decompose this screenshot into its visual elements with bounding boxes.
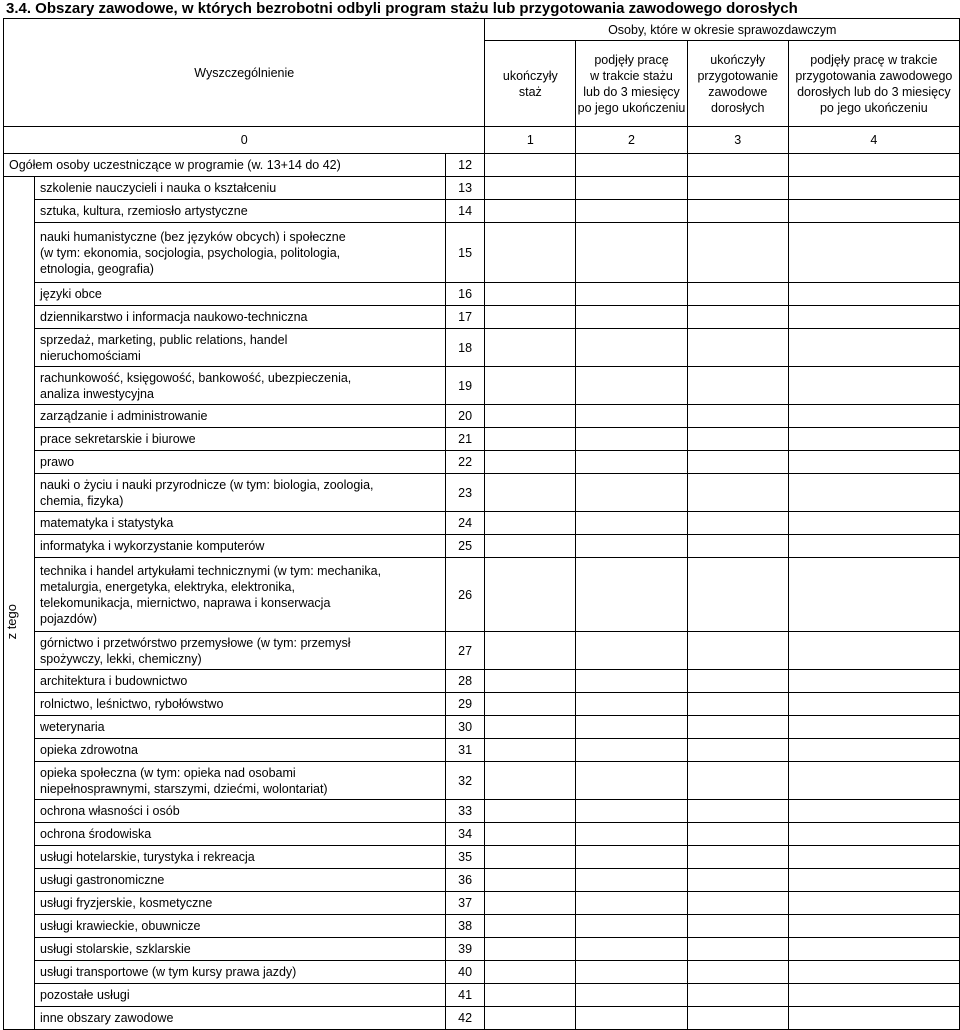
row-label-line: usługi hotelarskie, turystyka i rekreacja [40, 850, 255, 864]
row-label-line: weterynaria [40, 720, 105, 734]
total-label: Ogółem osoby uczestniczące w programie (w. 13+14 do 42) [4, 154, 446, 177]
total-cell-3 [687, 154, 788, 177]
row-label-line: metalurgia, energetyka, elektryka, elektronika, [40, 579, 295, 594]
data-cell-col-3 [687, 869, 788, 892]
row-label [35, 367, 446, 405]
data-cell-col-3 [687, 200, 788, 223]
data-cell-col-2 [576, 474, 688, 512]
data-cell-col-4 [788, 961, 959, 984]
table-row [4, 938, 960, 961]
data-cell-col-3 [687, 693, 788, 716]
header-col-2 [576, 41, 688, 127]
data-cell-col-3 [687, 451, 788, 474]
table-row [4, 739, 960, 762]
data-cell-col-2 [576, 512, 688, 535]
data-cell-col-4 [788, 329, 959, 367]
row-label-line: etnologia, geografia) [40, 261, 154, 276]
data-cell-col-1 [485, 535, 576, 558]
table-row [4, 846, 960, 869]
row-number: 14 [445, 200, 485, 223]
data-cell-col-3 [687, 632, 788, 670]
data-cell-col-3 [687, 823, 788, 846]
data-cell-col-3 [687, 716, 788, 739]
row-label [35, 632, 446, 670]
header-line: po jego ukończeniu [819, 100, 928, 115]
data-cell-col-2 [576, 693, 688, 716]
row-label [35, 869, 446, 892]
row-label-line: rachunkowość, księgowość, bankowość, ubezpieczenia, [40, 370, 352, 385]
row-label [35, 984, 446, 1007]
data-cell-col-1 [485, 938, 576, 961]
row-label-line: pojazdów) [40, 611, 97, 626]
data-cell-col-1 [485, 512, 576, 535]
row-label-line: pozostałe usługi [40, 988, 130, 1002]
table-row [4, 762, 960, 800]
row-label [35, 512, 446, 535]
data-cell-col-3 [687, 329, 788, 367]
row-number: 31 [445, 739, 485, 762]
data-cell-col-4 [788, 762, 959, 800]
table-row [4, 1007, 960, 1030]
row-label [35, 846, 446, 869]
data-cell-col-3 [687, 428, 788, 451]
data-cell-col-4 [788, 451, 959, 474]
data-cell-col-1 [485, 670, 576, 693]
table-row [4, 306, 960, 329]
row-number: 33 [445, 800, 485, 823]
data-cell-col-2 [576, 632, 688, 670]
row-number: 26 [445, 558, 485, 632]
header-line: w trakcie stażu [590, 68, 673, 83]
data-cell-col-1 [485, 823, 576, 846]
header-line: dorosłych lub do 3 miesięcy [797, 84, 951, 99]
row-label [35, 1007, 446, 1030]
table-row [4, 329, 960, 367]
data-cell-col-2 [576, 223, 688, 283]
table-row [4, 405, 960, 428]
row-label-line: dziennikarstwo i informacja naukowo-techniczna [40, 310, 308, 324]
data-cell-col-1 [485, 1007, 576, 1030]
row-number: 19 [445, 367, 485, 405]
data-cell-col-4 [788, 984, 959, 1007]
row-number: 30 [445, 716, 485, 739]
row-number: 15 [445, 223, 485, 283]
data-cell-col-4 [788, 558, 959, 632]
total-cell-1 [485, 154, 576, 177]
data-cell-col-4 [788, 428, 959, 451]
data-cell-col-3 [687, 283, 788, 306]
row-number: 40 [445, 961, 485, 984]
data-cell-col-4 [788, 177, 959, 200]
data-cell-col-1 [485, 762, 576, 800]
data-cell-col-4 [788, 869, 959, 892]
data-cell-col-2 [576, 823, 688, 846]
row-number: 13 [445, 177, 485, 200]
table-row [4, 961, 960, 984]
table-row [4, 693, 960, 716]
row-label-line: nauki o życiu i nauki przyrodnicze (w tym: biologia, zoologia, [40, 477, 374, 492]
row-label-line: zarządzanie i administrowanie [40, 409, 208, 423]
data-cell-col-2 [576, 762, 688, 800]
data-cell-col-1 [485, 200, 576, 223]
row-label-line: górnictwo i przetwórstwo przemysłowe (w tym: przemysł [40, 635, 351, 650]
row-label [35, 670, 446, 693]
header-line: zawodowe [708, 84, 768, 99]
data-cell-col-4 [788, 405, 959, 428]
side-label-cell [4, 177, 35, 1030]
data-cell-col-4 [788, 846, 959, 869]
row-label [35, 961, 446, 984]
row-label-line: ochrona własności i osób [40, 804, 180, 818]
data-cell-col-1 [485, 632, 576, 670]
row-label [35, 451, 446, 474]
row-label-line: architektura i budownictwo [40, 674, 188, 688]
data-cell-col-2 [576, 428, 688, 451]
data-cell-col-3 [687, 474, 788, 512]
row-number: 34 [445, 823, 485, 846]
row-label [35, 558, 446, 632]
row-label [35, 800, 446, 823]
row-label-line: usługi transportowe (w tym kursy prawa jazdy) [40, 965, 297, 979]
row-number: 16 [445, 283, 485, 306]
row-label [35, 693, 446, 716]
data-cell-col-4 [788, 535, 959, 558]
header-line: ukończyły [502, 68, 558, 83]
header-specification: Wyszczególnienie [4, 19, 485, 127]
column-number-0: 0 [4, 127, 485, 154]
row-label-line: prace sekretarskie i biurowe [40, 432, 196, 446]
data-cell-col-2 [576, 915, 688, 938]
data-cell-col-4 [788, 200, 959, 223]
table-row [4, 428, 960, 451]
row-number: 21 [445, 428, 485, 451]
header-line: ukończyły [710, 52, 766, 67]
table-row [4, 915, 960, 938]
row-label-line: prawo [40, 455, 75, 469]
row-number: 25 [445, 535, 485, 558]
row-label-line: technika i handel artykułami technicznymi (w tym: mechanika, [40, 563, 382, 578]
row-number: 27 [445, 632, 485, 670]
row-label-line: usługi krawieckie, obuwnicze [40, 919, 201, 933]
table-row [4, 451, 960, 474]
data-cell-col-3 [687, 670, 788, 693]
data-cell-col-2 [576, 451, 688, 474]
row-number: 18 [445, 329, 485, 367]
row-label-line: spożywczy, lekki, chemiczny) [40, 651, 202, 666]
data-cell-col-4 [788, 823, 959, 846]
row-number: 36 [445, 869, 485, 892]
data-cell-col-1 [485, 405, 576, 428]
row-label-line: języki obce [40, 287, 102, 301]
data-cell-col-4 [788, 716, 959, 739]
data-cell-col-3 [687, 177, 788, 200]
data-cell-col-1 [485, 869, 576, 892]
row-number: 39 [445, 938, 485, 961]
data-cell-col-4 [788, 632, 959, 670]
total-cell-4 [788, 154, 959, 177]
data-cell-col-2 [576, 367, 688, 405]
table-row [4, 283, 960, 306]
row-label [35, 223, 446, 283]
data-cell-col-3 [687, 915, 788, 938]
data-cell-col-1 [485, 716, 576, 739]
data-cell-col-2 [576, 984, 688, 1007]
row-label-line: opieka społeczna (w tym: opieka nad osobami [40, 765, 296, 780]
column-number-3: 3 [687, 127, 788, 154]
data-cell-col-3 [687, 512, 788, 535]
data-cell-col-1 [485, 474, 576, 512]
data-cell-col-2 [576, 283, 688, 306]
table-row [4, 535, 960, 558]
total-row-number: 12 [445, 154, 485, 177]
row-label-line: matematyka i statystyka [40, 516, 174, 530]
row-label [35, 474, 446, 512]
row-label [35, 177, 446, 200]
row-label-line: sztuka, kultura, rzemiosło artystyczne [40, 204, 248, 218]
data-cell-col-4 [788, 915, 959, 938]
row-label [35, 535, 446, 558]
data-cell-col-2 [576, 938, 688, 961]
data-cell-col-2 [576, 1007, 688, 1030]
data-cell-col-4 [788, 693, 959, 716]
data-cell-col-1 [485, 306, 576, 329]
data-cell-col-2 [576, 869, 688, 892]
table-row [4, 716, 960, 739]
header-col-4 [788, 41, 959, 127]
row-label-line: telekomunikacja, miernictwo, naprawa i konserwacja [40, 595, 331, 610]
data-cell-col-4 [788, 223, 959, 283]
table-row [4, 223, 960, 283]
table-row [4, 984, 960, 1007]
data-cell-col-4 [788, 670, 959, 693]
header-line: podjęły pracę [594, 52, 669, 67]
data-cell-col-2 [576, 716, 688, 739]
total-row [4, 154, 960, 177]
header-line: po jego ukończeniu [577, 100, 686, 115]
row-label-line: (w tym: ekonomia, socjologia, psychologia, politologia, [40, 245, 341, 260]
header-line: lub do 3 miesięcy [583, 84, 680, 99]
data-cell-col-1 [485, 223, 576, 283]
table-row [4, 474, 960, 512]
table-row [4, 892, 960, 915]
data-cell-col-3 [687, 739, 788, 762]
data-cell-col-3 [687, 306, 788, 329]
row-label [35, 938, 446, 961]
row-number: 41 [445, 984, 485, 1007]
row-label [35, 283, 446, 306]
table-row [4, 177, 960, 200]
header-line: dorosłych [711, 100, 765, 115]
data-cell-col-4 [788, 474, 959, 512]
data-cell-col-4 [788, 367, 959, 405]
data-cell-col-2 [576, 670, 688, 693]
table-row [4, 869, 960, 892]
total-cell-2 [576, 154, 688, 177]
row-label [35, 405, 446, 428]
row-number: 20 [445, 405, 485, 428]
data-cell-col-4 [788, 800, 959, 823]
table-row [4, 558, 960, 632]
data-cell-col-2 [576, 329, 688, 367]
data-cell-col-4 [788, 283, 959, 306]
data-cell-col-1 [485, 892, 576, 915]
data-cell-col-2 [576, 177, 688, 200]
data-cell-col-3 [687, 984, 788, 1007]
table-row [4, 800, 960, 823]
data-cell-col-1 [485, 283, 576, 306]
data-cell-col-3 [687, 1007, 788, 1030]
data-cell-col-3 [687, 892, 788, 915]
row-label-line: analiza inwestycyjna [40, 386, 154, 401]
data-cell-col-3 [687, 800, 788, 823]
table-row [4, 670, 960, 693]
data-table [3, 18, 960, 1030]
row-label-line: usługi fryzjerskie, kosmetyczne [40, 896, 213, 910]
row-label-line: sprzedaż, marketing, public relations, handel [40, 332, 288, 347]
data-cell-col-2 [576, 961, 688, 984]
row-label-line: chemia, fizyka) [40, 493, 124, 508]
row-label [35, 428, 446, 451]
row-label-line: usługi stolarskie, szklarskie [40, 942, 191, 956]
row-label-line: inne obszary zawodowe [40, 1011, 174, 1025]
row-number: 38 [445, 915, 485, 938]
data-cell-col-3 [687, 558, 788, 632]
data-cell-col-4 [788, 1007, 959, 1030]
data-cell-col-4 [788, 306, 959, 329]
row-label [35, 739, 446, 762]
row-label [35, 823, 446, 846]
data-cell-col-2 [576, 306, 688, 329]
header-line: przygotowanie [697, 68, 779, 83]
data-cell-col-2 [576, 892, 688, 915]
data-cell-col-4 [788, 739, 959, 762]
header-line: staż [518, 84, 542, 99]
header-col-3 [687, 41, 788, 127]
row-label-line: niepełnosprawnymi, starszymi, dziećmi, wolontariat) [40, 781, 328, 796]
data-cell-col-1 [485, 961, 576, 984]
data-cell-col-3 [687, 762, 788, 800]
row-label-line: rolnictwo, leśnictwo, rybołówstwo [40, 697, 224, 711]
data-cell-col-4 [788, 938, 959, 961]
data-cell-col-1 [485, 846, 576, 869]
table-row [4, 367, 960, 405]
data-cell-col-1 [485, 739, 576, 762]
data-cell-col-1 [485, 800, 576, 823]
data-cell-col-2 [576, 739, 688, 762]
table-row [4, 632, 960, 670]
row-label-line: informatyka i wykorzystanie komputerów [40, 539, 265, 553]
data-cell-col-4 [788, 892, 959, 915]
data-cell-col-3 [687, 535, 788, 558]
row-number: 35 [445, 846, 485, 869]
row-number: 29 [445, 693, 485, 716]
report-title: 3.4. Obszary zawodowe, w których bezrobotni odbyli program stażu lub przygotowania zawodowego dorosłych [6, 0, 798, 17]
row-label [35, 892, 446, 915]
data-cell-col-1 [485, 177, 576, 200]
row-number: 24 [445, 512, 485, 535]
data-cell-col-2 [576, 846, 688, 869]
data-cell-col-1 [485, 693, 576, 716]
row-number: 23 [445, 474, 485, 512]
side-label: z tego [4, 603, 19, 639]
table-row [4, 512, 960, 535]
data-cell-col-1 [485, 329, 576, 367]
data-cell-col-2 [576, 800, 688, 823]
row-label [35, 762, 446, 800]
data-cell-col-3 [687, 367, 788, 405]
data-cell-col-1 [485, 451, 576, 474]
row-label-line: nieruchomościami [40, 348, 141, 363]
table-row [4, 200, 960, 223]
header-line: podjęły pracę w trakcie [810, 52, 938, 67]
data-cell-col-1 [485, 984, 576, 1007]
data-cell-col-2 [576, 200, 688, 223]
header-group: Osoby, które w okresie sprawozdawczym [485, 19, 960, 41]
data-cell-col-3 [687, 405, 788, 428]
row-label-line: usługi gastronomiczne [40, 873, 165, 887]
data-cell-col-1 [485, 428, 576, 451]
data-cell-col-1 [485, 915, 576, 938]
data-cell-col-3 [687, 223, 788, 283]
row-label-line: ochrona środowiska [40, 827, 152, 841]
data-cell-col-1 [485, 367, 576, 405]
row-label [35, 329, 446, 367]
row-label-line: nauki humanistyczne (bez języków obcych) i społeczne [40, 229, 346, 244]
data-cell-col-3 [687, 846, 788, 869]
header-line: przygotowania zawodowego [795, 68, 953, 83]
row-number: 22 [445, 451, 485, 474]
row-label [35, 306, 446, 329]
row-label-line: szkolenie nauczycieli i nauka o kształceniu [40, 181, 277, 195]
data-cell-col-2 [576, 558, 688, 632]
column-number-1: 1 [485, 127, 576, 154]
row-label-line: opieka zdrowotna [40, 743, 138, 757]
column-number-4: 4 [788, 127, 959, 154]
row-number: 32 [445, 762, 485, 800]
data-cell-col-1 [485, 558, 576, 632]
table-row [4, 823, 960, 846]
row-number: 37 [445, 892, 485, 915]
data-cell-col-4 [788, 512, 959, 535]
row-label [35, 716, 446, 739]
data-cell-col-2 [576, 535, 688, 558]
row-label [35, 915, 446, 938]
data-cell-col-3 [687, 961, 788, 984]
header-col-1 [485, 41, 576, 127]
data-cell-col-2 [576, 405, 688, 428]
row-label [35, 200, 446, 223]
data-cell-col-3 [687, 938, 788, 961]
row-number: 17 [445, 306, 485, 329]
row-number: 42 [445, 1007, 485, 1030]
column-number-2: 2 [576, 127, 688, 154]
row-number: 28 [445, 670, 485, 693]
